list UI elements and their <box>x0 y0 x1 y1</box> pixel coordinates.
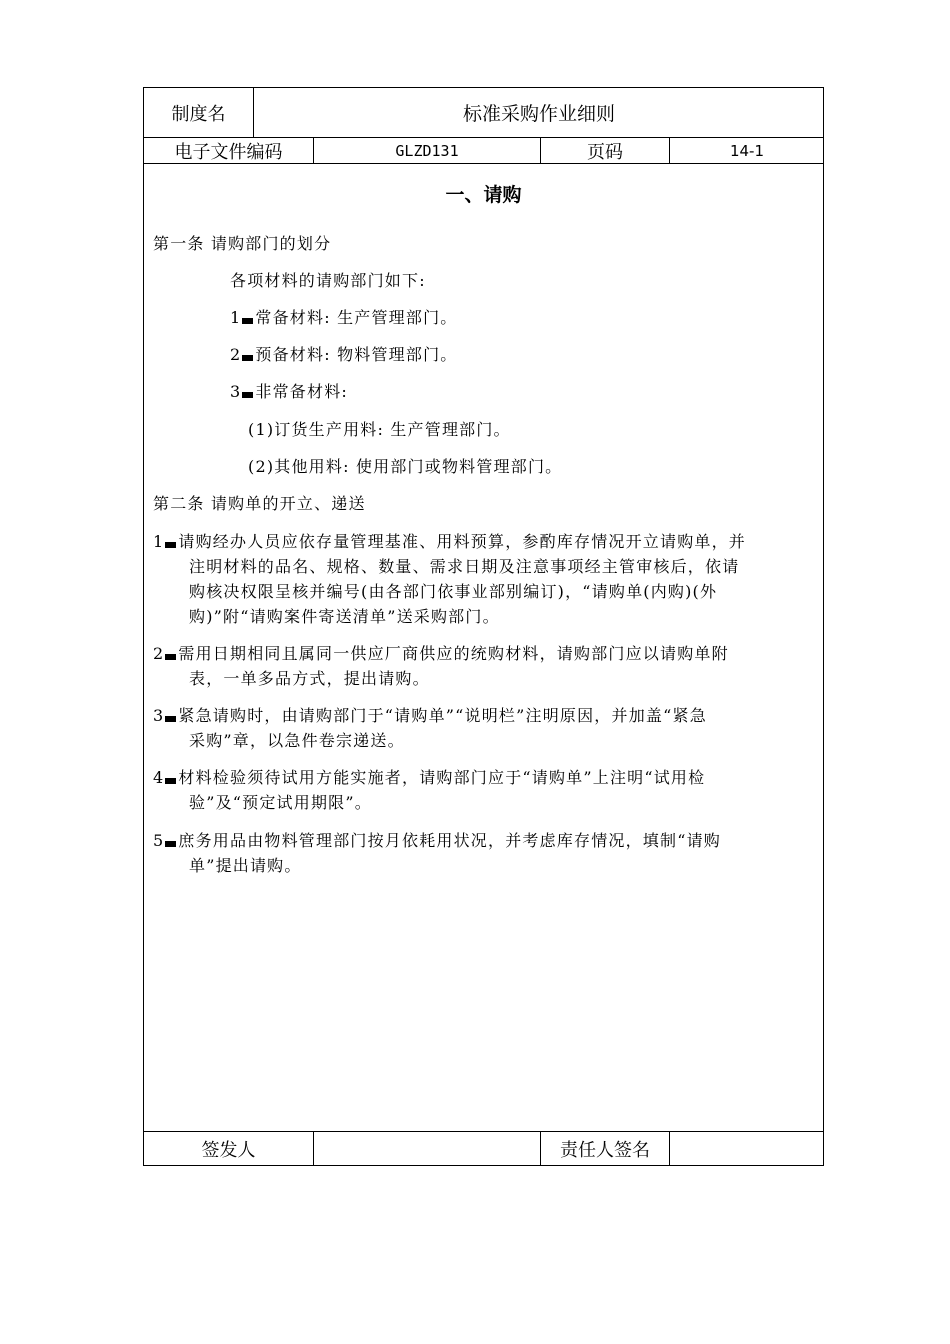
paragraph-2-line <box>153 641 729 664</box>
article-2-title: 第二条 请购单的开立、递送 <box>153 494 366 513</box>
item-number: 2 <box>230 345 242 364</box>
article-1-intro: 各项材料的请购部门如下: <box>230 271 426 290</box>
item-number: 1 <box>230 308 242 327</box>
paragraph-2-line: 表，一单多品方式，提出请购。 <box>189 669 430 688</box>
item-text: 非常备材料: <box>255 382 348 401</box>
list-bullet <box>242 318 253 324</box>
issuer-field[interactable] <box>314 1132 540 1166</box>
list-bullet <box>165 542 176 548</box>
file-code-value: GLZD131 <box>395 141 459 160</box>
regulation-document-table <box>143 87 824 1166</box>
paragraph-1-line: 购)”附“请购案件寄送清单”送采购部门。 <box>189 607 500 626</box>
item-text: 常备材料: 生产管理部门。 <box>255 308 458 327</box>
article-1-subitem: (1)订货生产用料: 生产管理部门。 <box>248 420 511 439</box>
paragraph-text: 庶务用品由物料管理部门按月依耗用状况，并考虑库存情况，填制“请购 <box>178 831 721 850</box>
list-bullet <box>165 716 176 722</box>
paragraph-5-line <box>153 828 721 851</box>
item-number: 3 <box>153 706 165 725</box>
paragraph-1-line <box>153 529 746 552</box>
list-bullet <box>242 355 253 361</box>
item-number: 4 <box>153 768 165 787</box>
item-number: 5 <box>153 831 165 850</box>
paragraph-3-line <box>153 703 707 726</box>
responsible-signature-label: 责任人签名 <box>560 1140 650 1161</box>
page-label: 页码 <box>587 141 623 163</box>
regulation-name-label: 制度名 <box>171 103 226 125</box>
paragraph-text: 请购经办人员应依存量管理基准、用料预算，参酌库存情况开立请购单，并 <box>178 532 746 551</box>
paragraph-4-line <box>153 765 705 788</box>
responsible-signature-field[interactable] <box>670 1132 824 1166</box>
paragraph-1-line: 购核决权限呈核并编号(由各部门依事业部别编订)，“请购单(内购)(外 <box>189 582 718 601</box>
item-number: 2 <box>153 644 165 663</box>
paragraph-1-line: 注明材料的品名、规格、数量、需求日期及注意事项经主管审核后，依请 <box>189 557 740 576</box>
paragraph-4-line: 验”及“预定试用期限”。 <box>189 793 372 812</box>
paragraph-text: 材料检验须待试用方能实施者，请购部门应于“请购单”上注明“试用检 <box>178 768 706 787</box>
list-bullet <box>242 392 253 398</box>
item-number: 3 <box>230 382 242 401</box>
paragraph-3-line: 采购”章，以急件卷宗递送。 <box>189 731 405 750</box>
regulation-title: 标准采购作业细则 <box>462 103 615 125</box>
article-1-item <box>230 342 457 365</box>
page-value: 14-1 <box>729 141 765 160</box>
list-bullet <box>165 654 176 660</box>
paragraph-5-line: 单”提出请购。 <box>189 856 302 875</box>
paragraph-text: 紧急请购时，由请购部门于“请购单”“说明栏”注明原因，并加盖“紧急 <box>178 706 707 725</box>
article-1-item <box>230 379 348 402</box>
issuer-label: 签发人 <box>201 1140 256 1161</box>
article-1-subitem: (2)其他用料: 使用部门或物料管理部门。 <box>248 457 563 476</box>
item-number: 1 <box>153 532 165 551</box>
list-bullet <box>165 841 176 847</box>
article-1-item <box>230 305 457 328</box>
item-text: 预备材料: 物料管理部门。 <box>255 345 458 364</box>
paragraph-text: 需用日期相同且属同一供应厂商供应的统购材料，请购部门应以请购单附 <box>178 644 729 663</box>
article-1-title: 第一条 请购部门的划分 <box>153 234 332 253</box>
section-title: 一、请购 <box>445 184 522 206</box>
list-bullet <box>165 778 176 784</box>
file-code-label: 电子文件编码 <box>174 141 283 163</box>
